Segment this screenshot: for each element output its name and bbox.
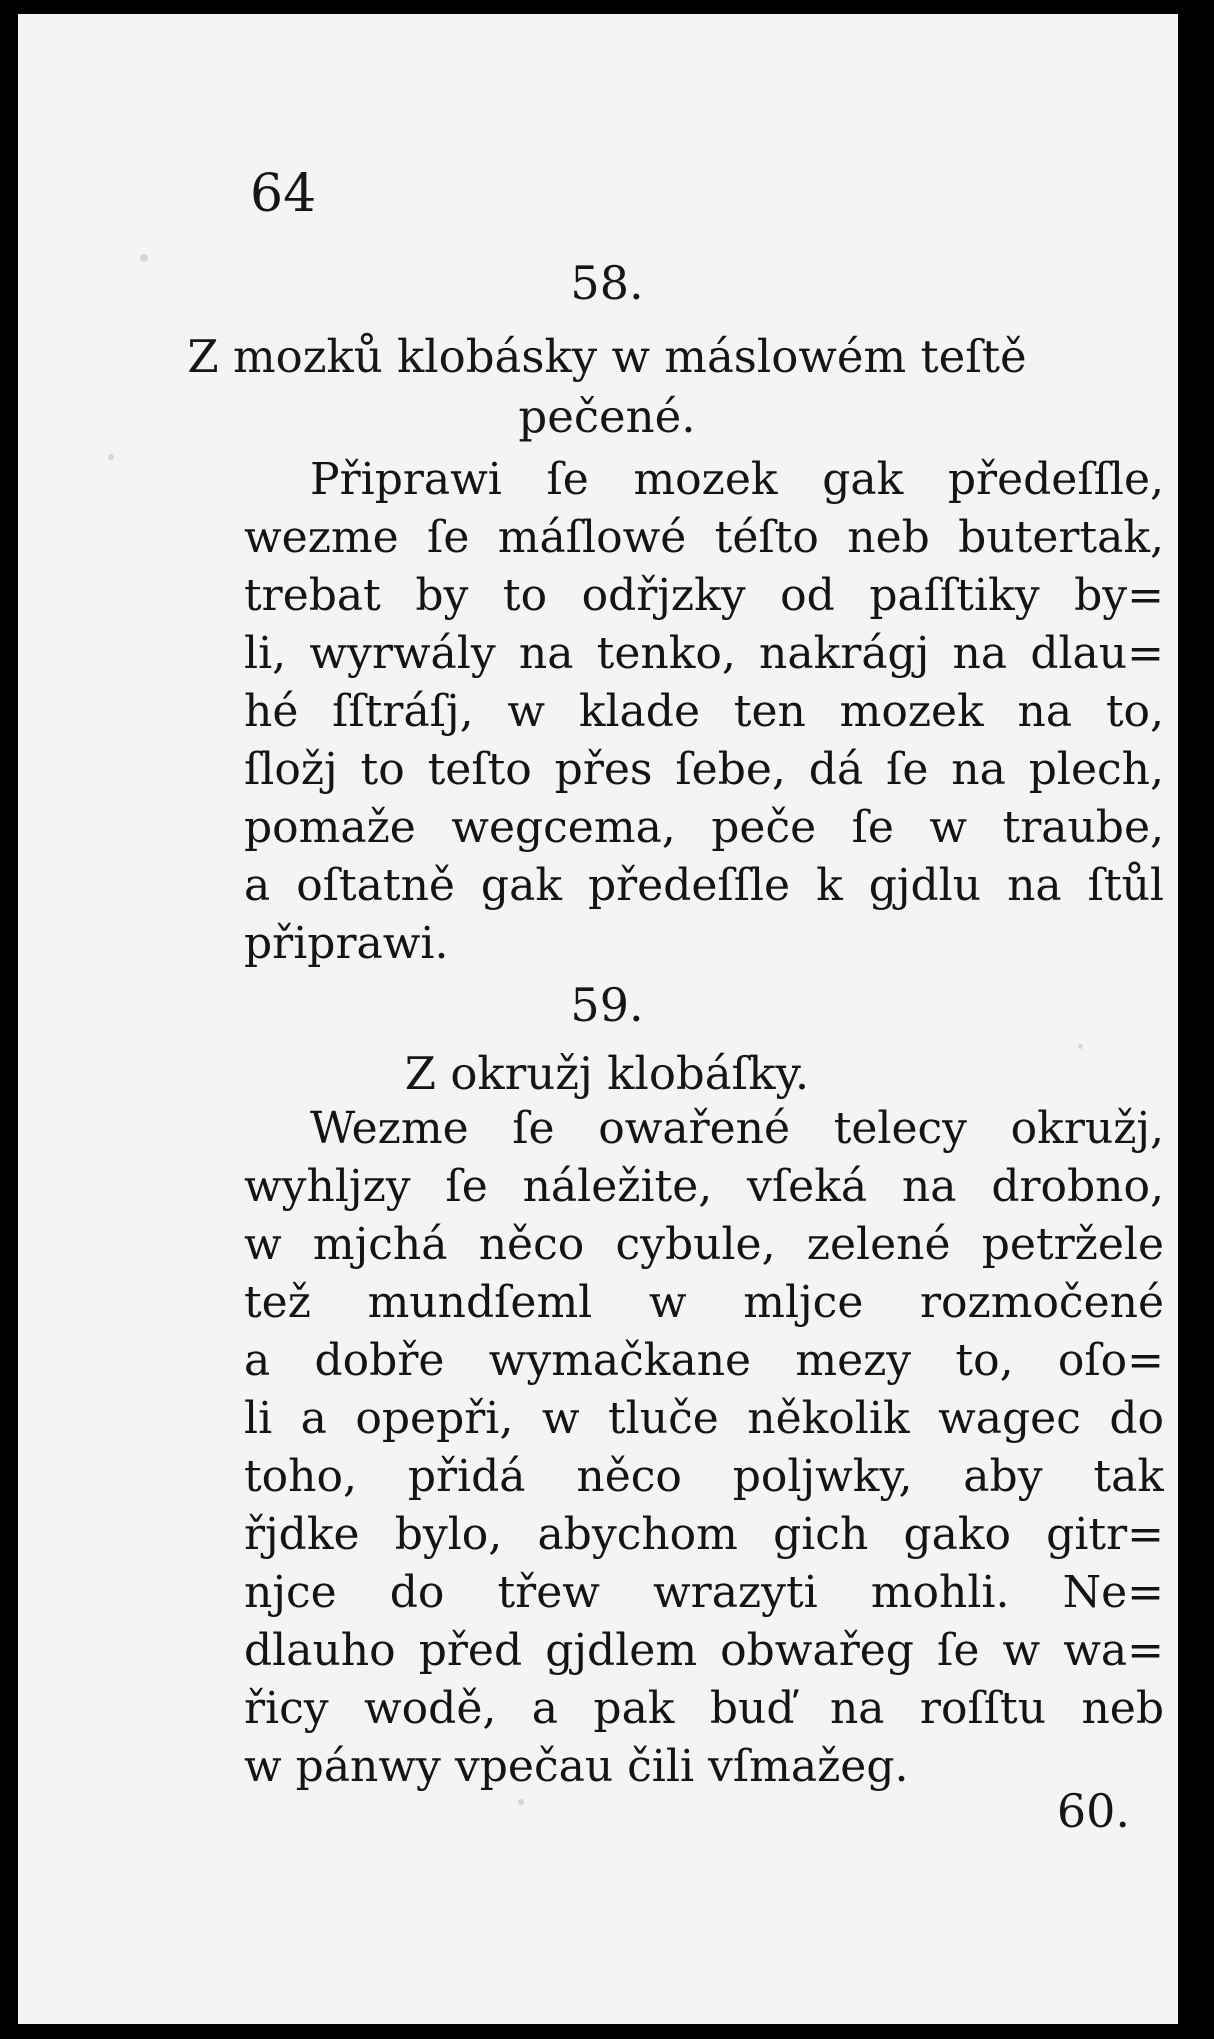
text-line: wyhljzy ſe náležite, vſeká na drobno, xyxy=(244,1161,1164,1212)
page-number: 64 xyxy=(250,164,317,224)
paper-stain xyxy=(518,1799,524,1805)
text-line: li a opepři, w tluče několik wagec do xyxy=(244,1393,1164,1444)
paper-stain xyxy=(108,454,114,460)
text-line: w mjchá něco cybule, zelené petržele xyxy=(244,1219,1164,1270)
text-line: toho, přidá něco poljwky, aby tak xyxy=(244,1451,1164,1502)
text-line: njce do třew wrazyti mohli. Ne= xyxy=(244,1567,1164,1618)
text-line: wezme ſe máſlowé téſto neb butertak, xyxy=(244,512,1164,563)
recipe-text xyxy=(244,1100,1164,1796)
text-line: Připrawi ſe mozek gak předeſſle, xyxy=(310,454,1164,505)
text-line: ſložj to teſto přes ſebe, dá ſe na plech, xyxy=(244,744,1164,795)
text-line: w pánwy vpečau čili vſmažeg. xyxy=(244,1741,909,1792)
text-line: dlauho před gjdlem obwařeg ſe w wa= xyxy=(244,1625,1164,1676)
text-line: řicy wodě, a pak buď na roſſtu neb xyxy=(244,1683,1164,1734)
text-line: řjdke bylo, abychom gich gako gitr= xyxy=(244,1509,1164,1560)
catchword: 60. xyxy=(1056,1784,1130,1838)
text-line: a dobře wymačkane mezy to, oſo= xyxy=(244,1335,1164,1386)
recipe-title-line: Z okružj klobáſky. xyxy=(404,1047,810,1100)
recipe-text xyxy=(244,451,1164,973)
text-line: hé ſſtráſj, w klade ten mozek na to, xyxy=(244,686,1164,737)
text-line: tež mundſeml w mljce rozmočené xyxy=(244,1277,1164,1328)
text-line: pomaže wegcema, peče ſe w traube, xyxy=(244,802,1164,853)
book-page xyxy=(18,14,1178,2024)
recipe-number: 59. xyxy=(570,978,644,1032)
text-line: připrawi. xyxy=(244,918,449,969)
recipe-title-line: Z mozků klobásky w máslowém teſtě xyxy=(187,330,1027,383)
recipe-title-line: pečené. xyxy=(518,390,696,443)
text-line: li, wyrwály na tenko, nakrágj na dlau= xyxy=(244,628,1164,679)
text-line: a oſtatně gak předeſſle k gjdlu na ſtůl xyxy=(244,860,1164,911)
text-line: trebat by to odřjzky od paſſtiky by= xyxy=(244,570,1164,621)
recipe-number: 58. xyxy=(570,256,644,310)
text-line: Wezme ſe owařené telecy okružj, xyxy=(310,1103,1164,1154)
